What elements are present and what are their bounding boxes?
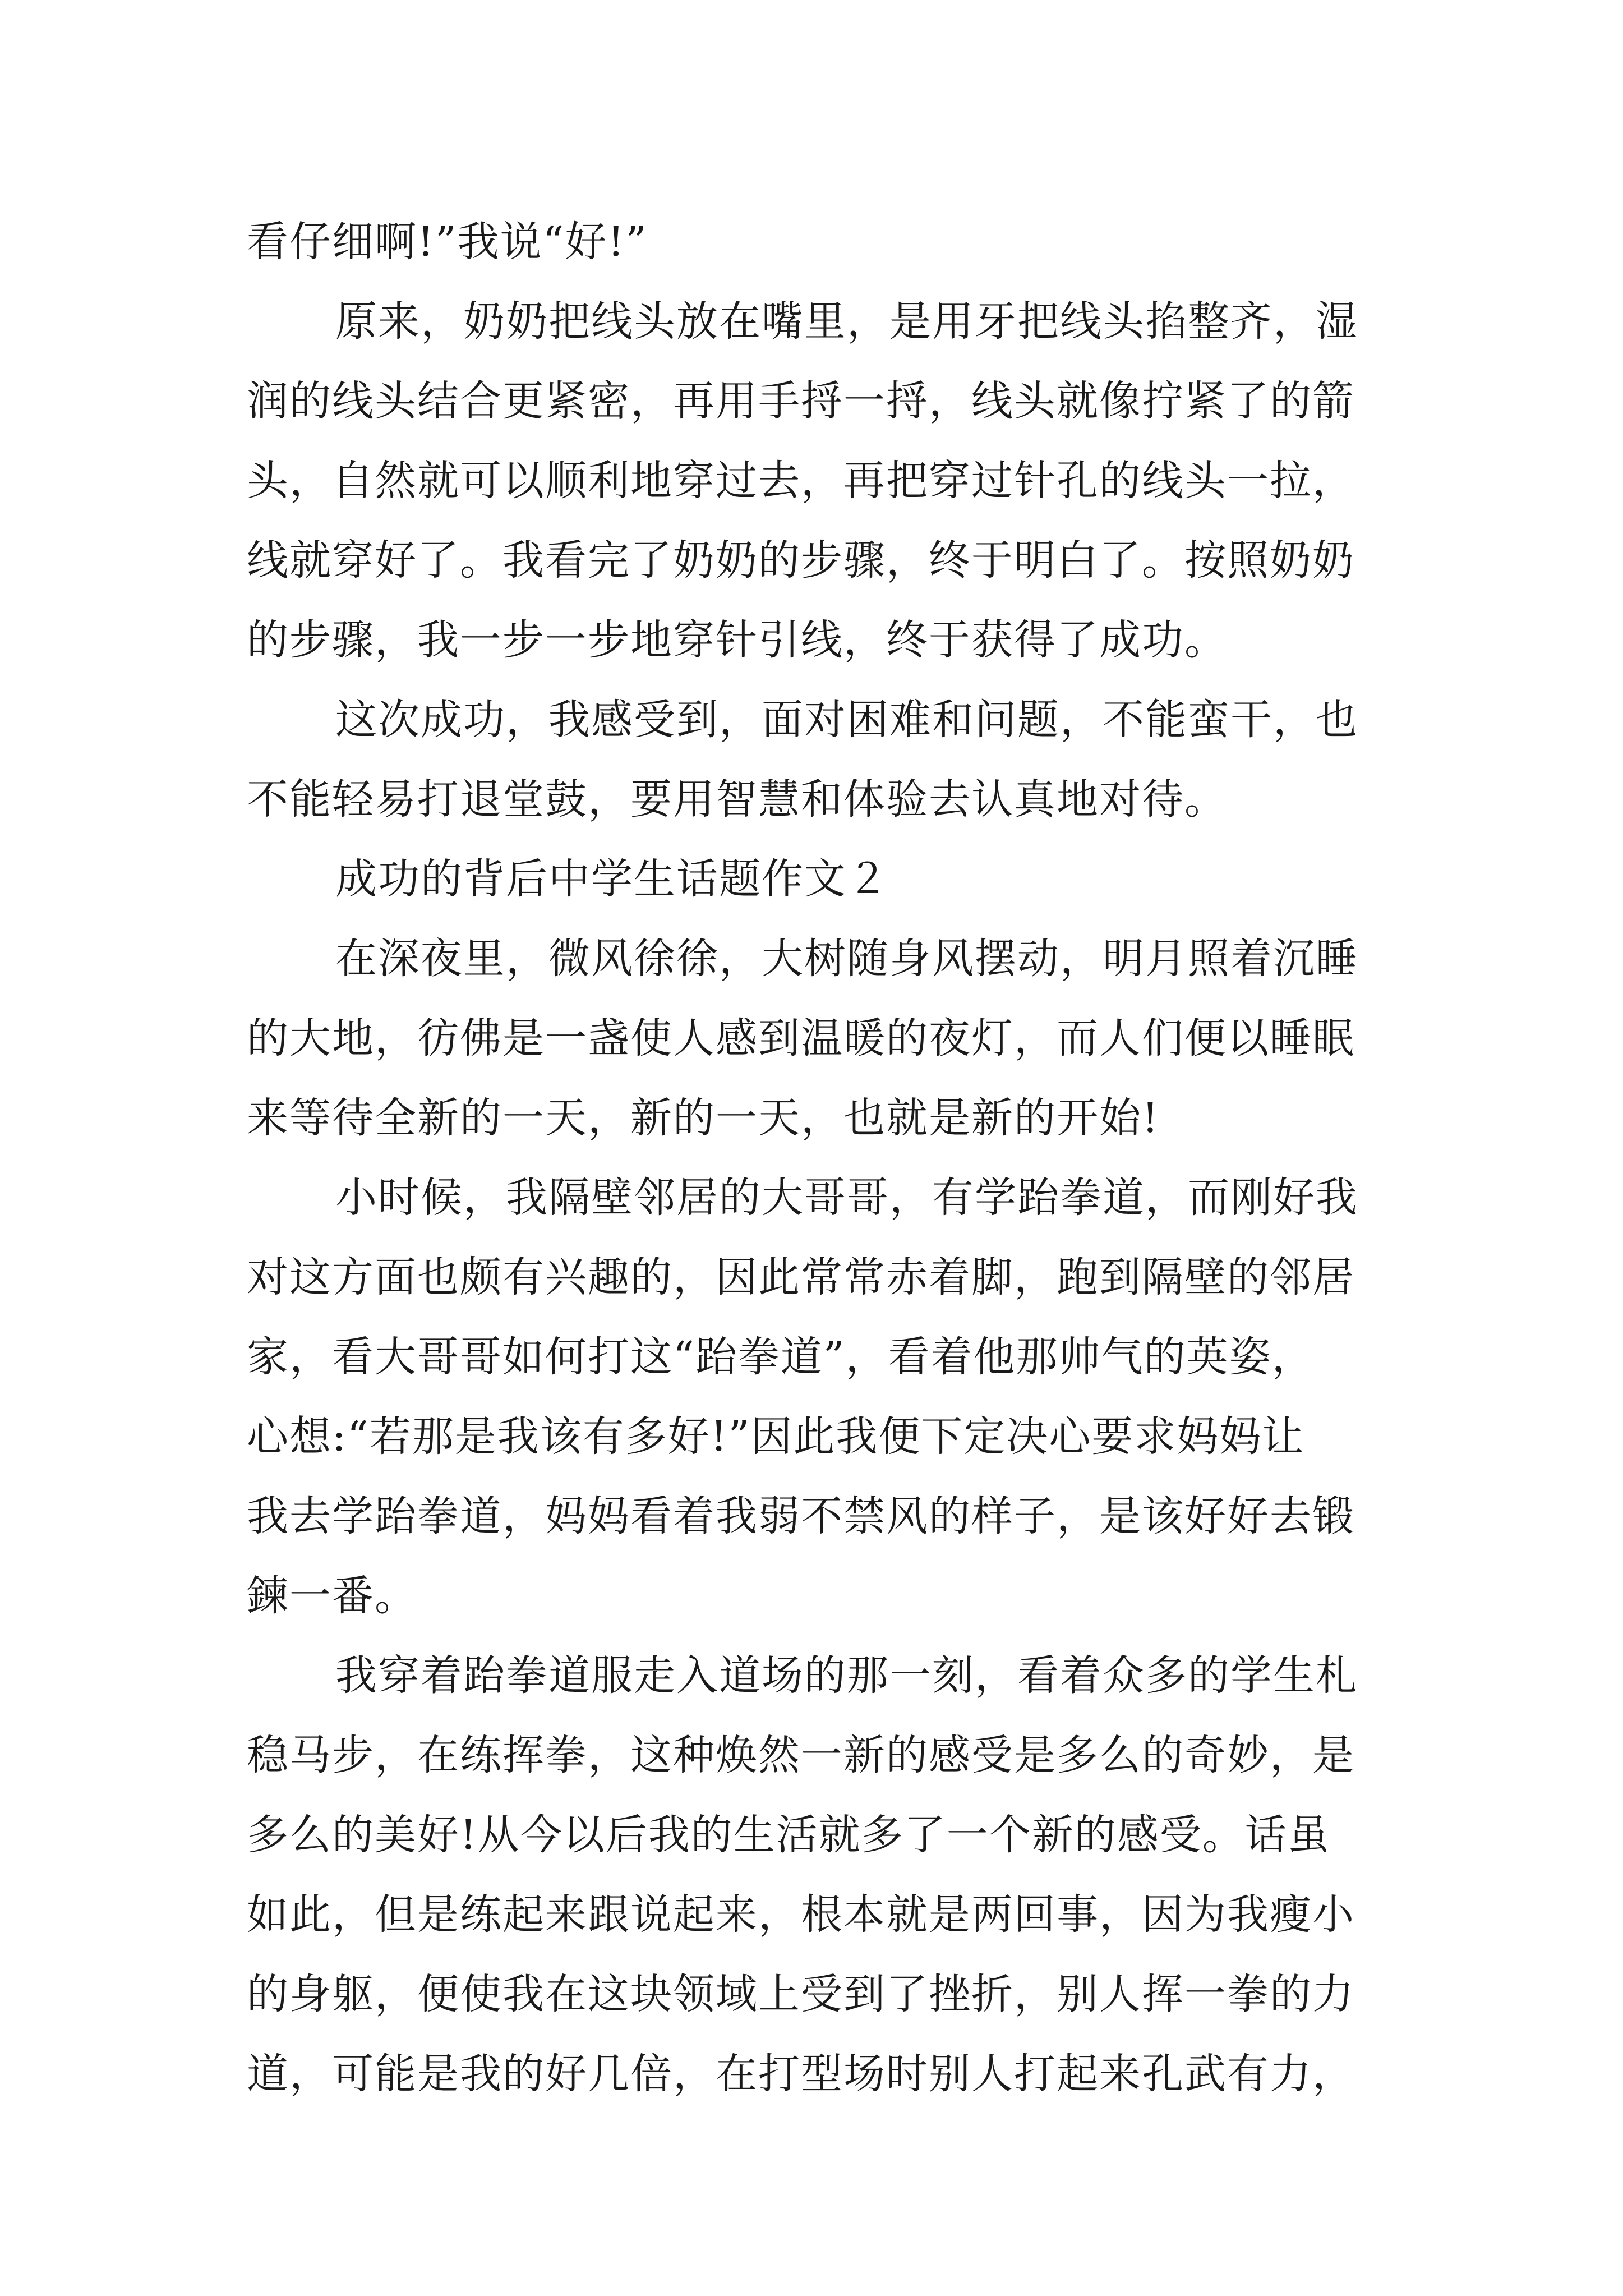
document-body [247, 202, 1380, 2114]
text-line: 心想:“若那是我该有多好!”因此我便下定决心要求妈妈让 [247, 1412, 1305, 1461]
text-line: 稳马步，在练挥拳，这种焕然一新的感受是多么的奇妙，是 [247, 1731, 1355, 1779]
text-line: 多么的美好!从今以后我的生活就多了一个新的感受。话虽 [247, 1811, 1330, 1859]
text-line: 的身躯，便使我在这块领域上受到了挫折，别人挥一拳的力 [247, 1970, 1355, 2018]
text-line: 对这方面也颇有兴趣的，因此常常赤着脚，跑到隔壁的邻居 [247, 1253, 1355, 1301]
text-line: 我穿着跆拳道服走入道场的那一刻，看着众多的学生札 [335, 1651, 1358, 1700]
text-line: 如此，但是练起来跟说起来，根本就是两回事，因为我瘦小 [247, 1890, 1355, 1939]
text-line: 原来，奶奶把线头放在嘴里，是用牙把线头掐整齐，湿 [335, 297, 1358, 346]
text-line: 看仔细啊!”我说“好!” [247, 218, 648, 266]
text-line: 来等待全新的一天，新的一天，也就是新的开始! [247, 1094, 1160, 1142]
text-line: 头，自然就可以顺利地穿过去，再把穿过针孔的线头一拉， [247, 457, 1355, 505]
text-line: 不能轻易打退堂鼓，要用智慧和体验去认真地对待。 [247, 775, 1227, 823]
text-line: 道，可能是我的好几倍，在打型场时别人打起来孔武有力， [247, 2050, 1355, 2098]
text-line: 的步骤，我一步一步地穿针引线，终于获得了成功。 [247, 616, 1227, 664]
text-line: 的大地，彷佛是一盏使人感到温暖的夜灯，而人们便以睡眠 [247, 1014, 1355, 1062]
text-line: 润的线头结合更紧密，再用手捋一捋，线头就像拧紧了的箭 [247, 377, 1355, 425]
text-line: 线就穿好了。我看完了奶奶的步骤，终于明白了。按照奶奶 [247, 536, 1355, 585]
text-line: 小时候，我隔壁邻居的大哥哥，有学跆拳道，而刚好我 [335, 1174, 1358, 1222]
text-line: 在深夜里，微风徐徐，大树随身风摆动，明月照着沉睡 [335, 935, 1358, 983]
text-line: 我去学跆拳道，妈妈看着我弱不禁风的样子，是该好好去锻 [247, 1492, 1355, 1540]
text-line: 家，看大哥哥如何打这“跆拳道”，看着他那帅气的英姿， [247, 1333, 1315, 1381]
text-line: 鍊一番。 [247, 1572, 417, 1620]
text-line: 这次成功，我感受到，面对困难和问题，不能蛮干，也 [335, 696, 1358, 744]
section-heading: 成功的背后中学生话题作文２ [335, 855, 889, 903]
